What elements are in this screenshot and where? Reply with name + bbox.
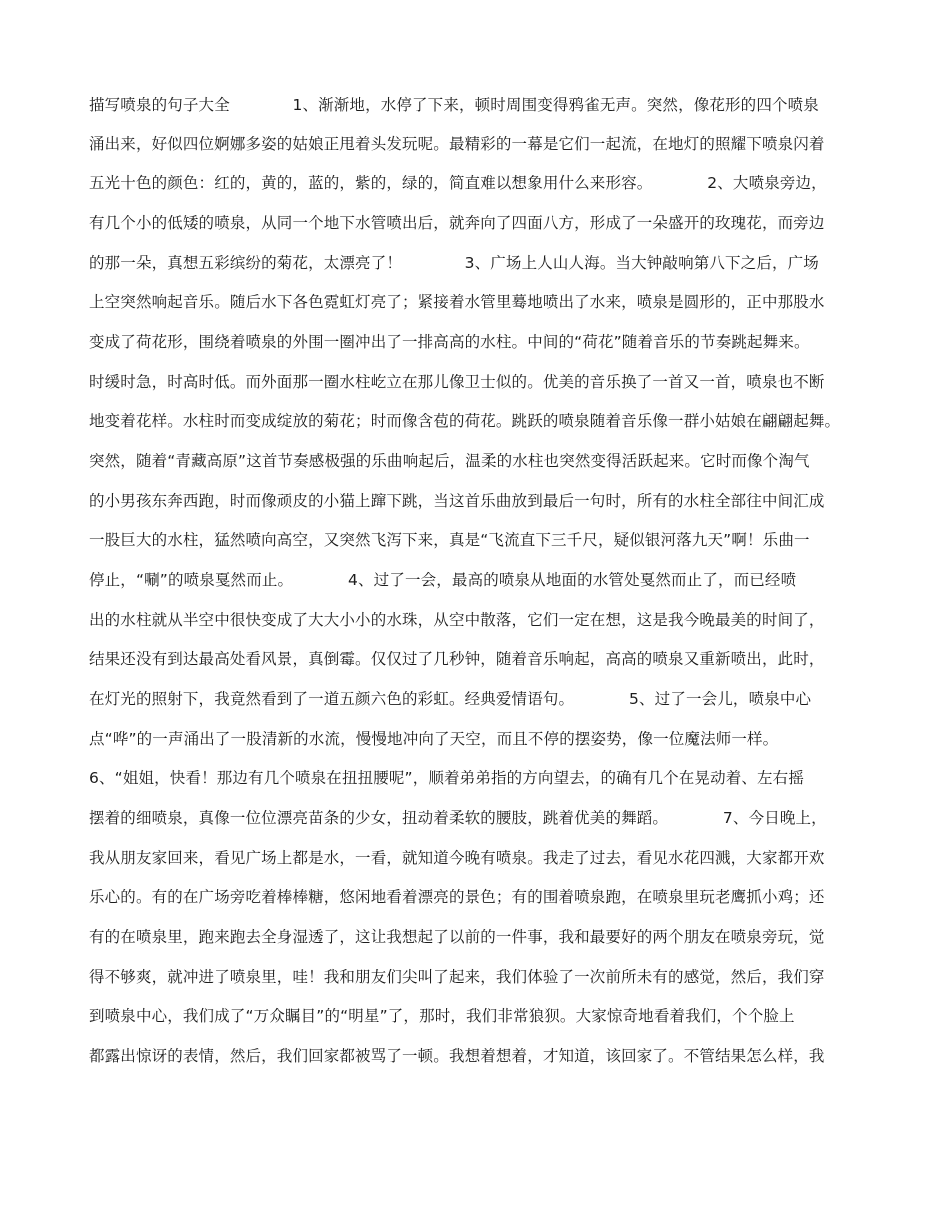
text-line: 地变着花样。水柱时而变成绽放的菊花；时而像含苞的荷花。跳跃的喷泉随着音乐像一群小姑娘在翩翩起舞。 xyxy=(89,412,841,430)
text-line: 到喷泉中心，我们成了“万众瞩目”的“明星”了，那时，我们非常狼狈。大家惊奇地看着我们，个个脸上 xyxy=(89,1007,795,1025)
text-line: 我从朋友家回来，看见广场上都是水，一看，就知道今晚有喷泉。我走了过去，看见水花四溅，大家都开欢 xyxy=(89,849,825,867)
text-line: 6、“姐姐，快看！那边有几个喷泉在扭扭腰呢”，顺着弟弟指的方向望去，的确有几个在晃动着、左右摇 xyxy=(89,769,804,787)
text-line: 五光十色的颜色：红的，黄的，蓝的，紫的，绿的，简直难以想象用什么来形容。 2、大喷泉旁边， xyxy=(89,174,827,192)
text-line: 摆着的细喷泉，真像一位位漂亮苗条的少女，扭动着柔软的腰肢，跳着优美的舞蹈。 7、今日晚上， xyxy=(89,809,827,827)
text-line: 结果还没有到达最高处看风景，真倒霉。仅仅过了几秒钟，随着音乐响起，高高的喷泉又重新喷出，此时， xyxy=(89,650,825,668)
text-line: 上空突然响起音乐。随后水下各色霓虹灯亮了；紧接着水管里蓦地喷出了水来，喷泉是圆形的，正中那股水 xyxy=(89,293,825,311)
text-line: 有几个小的低矮的喷泉，从同一个地下水管喷出后，就奔向了四面八方，形成了一朵盛开的玫瑰花，而旁边 xyxy=(89,214,825,232)
text-line: 得不够爽，就冲进了喷泉里，哇！我和朋友们尖叫了起来，我们体验了一次前所未有的感觉，然后，我们穿 xyxy=(89,968,825,986)
text-line: 在灯光的照射下，我竟然看到了一道五颜六色的彩虹。经典爱情语句。 5、过了一会儿，喷泉中心 xyxy=(89,690,812,708)
text-line: 出的水柱就从半空中很快变成了大大小小的水珠，从空中散落，它们一定在想，这是我今晚最美的时间了， xyxy=(89,611,825,629)
text-line: 有的在喷泉里，跑来跑去全身湿透了，这让我想起了以前的一件事，我和最要好的两个朋友在喷泉旁玩，觉 xyxy=(89,928,825,946)
text-line: 突然，随着“青藏高原”这首节奏感极强的乐曲响起后，温柔的水柱也突然变得活跃起来。它时而像个淘气 xyxy=(89,452,810,470)
text-line: 变成了荷花形，围绕着喷泉的外围一圈冲出了一排高高的水柱。中间的“荷花”随着音乐的节奏跳起舞来。 xyxy=(89,333,810,351)
text-line: 涌出来，好似四位婀娜多姿的姑娘正甩着头发玩呢。最精彩的一幕是它们一起流，在地灯的照耀下喷泉闪着 xyxy=(89,135,825,153)
text-line: 一股巨大的水柱，猛然喷向高空，又突然飞泻下来，真是“飞流直下三千尺，疑似银河落九天”啊！乐曲一 xyxy=(89,531,810,549)
text-line: 都露出惊讶的表情，然后，我们回家都被骂了一顿。我想着想着，才知道，该回家了。不管结果怎么样，我 xyxy=(89,1047,825,1065)
text-line: 停止，“唰”的喷泉戛然而止。 4、过了一会，最高的喷泉从地面的水管处戛然而止了，而已经喷 xyxy=(89,571,797,589)
text-line: 的那一朵，真想五彩缤纷的菊花，太漂亮了！ 3、广场上人山人海。当大钟敲响第八下之后，广场 xyxy=(89,254,819,272)
text-line: 乐心的。有的在广场旁吃着棒棒糖，悠闲地看着漂亮的景色；有的围着喷泉跑，在喷泉里玩老鹰抓小鸡；还 xyxy=(89,888,825,906)
text-line: 的小男孩东奔西跑，时而像顽皮的小猫上蹿下跳，当这首乐曲放到最后一句时，所有的水柱全部往中间汇成 xyxy=(89,492,825,510)
text-line: 点“哗”的一声涌出了一股清新的水流，慢慢地冲向了天空，而且不停的摆姿势，像一位魔法师一样。 xyxy=(89,730,779,748)
text-line: 描写喷泉的句子大全 1、渐渐地，水停了下来，顿时周围变得鸦雀无声。突然，像花形的四个喷泉 xyxy=(89,96,819,114)
text-line: 时缓时急，时高时低。而外面那一圈水柱屹立在那儿像卫士似的。优美的音乐换了一首又一首，喷泉也不断 xyxy=(89,373,825,391)
